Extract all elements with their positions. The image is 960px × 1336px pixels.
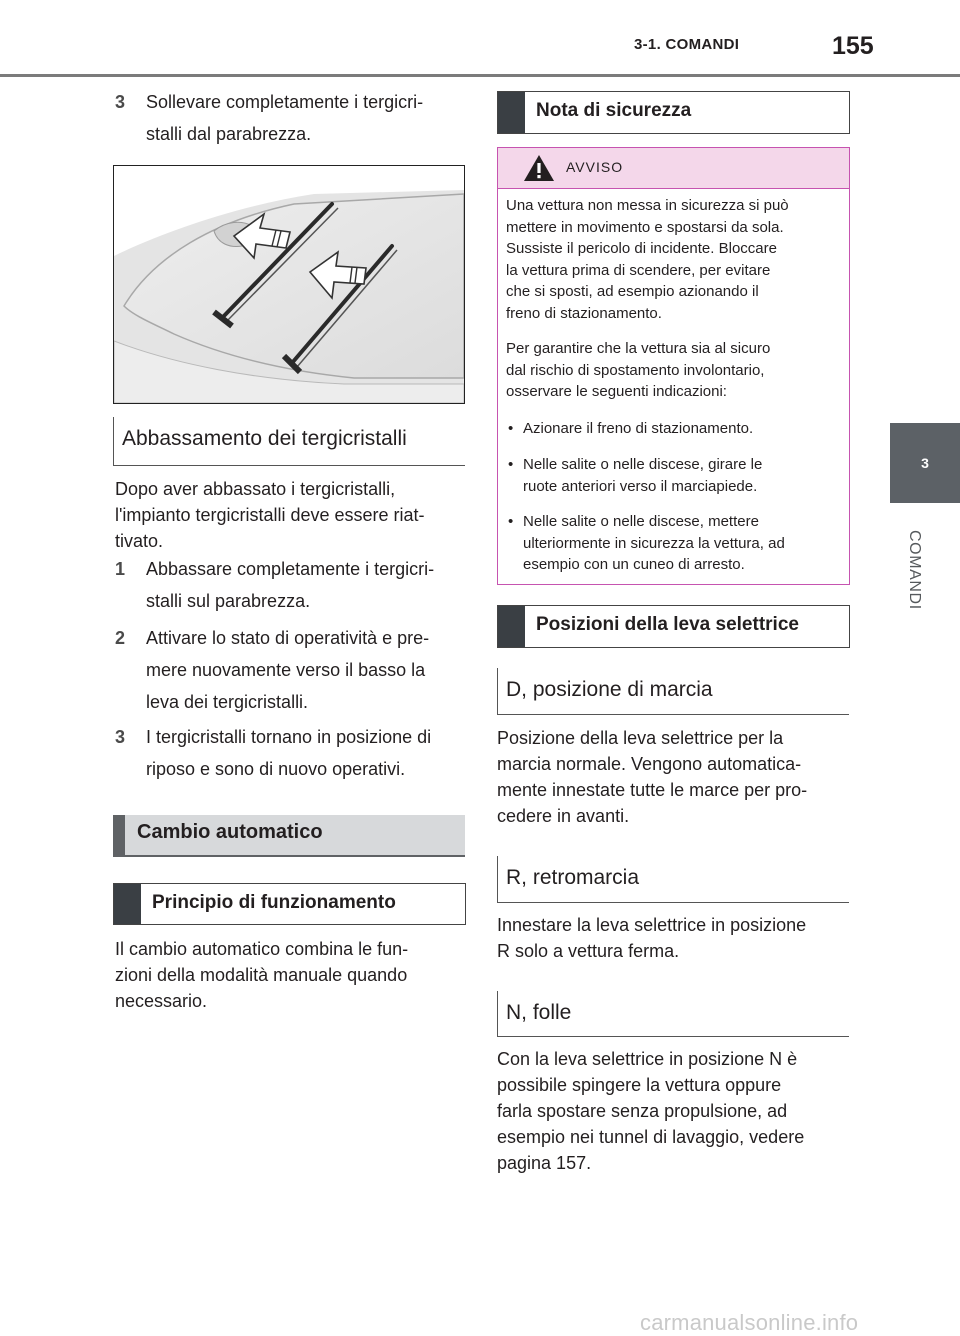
heading-lowering: Abbassamento dei tergicristalli: [113, 417, 465, 466]
warning-triangle-icon: [523, 153, 555, 183]
step-text: I tergicristalli tornano in posizione di riposo e sono di nuovo operativi.: [146, 727, 432, 779]
heading-n-position: N, folle: [497, 991, 849, 1037]
heading-selector-positions: Posizioni della leva selettrice: [497, 605, 850, 648]
step-number: 2: [115, 628, 126, 648]
step-number: 1: [115, 559, 126, 579]
warning-list-item: • Azionare il freno di stazionamento.: [508, 420, 754, 437]
windshield-wiper-illustration-icon: [114, 166, 464, 403]
page-number: 155: [832, 32, 874, 60]
warning-box: [497, 147, 850, 585]
warning-paragraph: Per garantire che la vettura sia al sicuro dal rischio di spostamento involontario, osservare le seguenti indicazioni:: [506, 340, 771, 400]
chapter-title: COMANDI: [906, 530, 923, 610]
warning-list-item: • Nelle salite o nelle discese, mettere ulteriormente in sicurezza la vettura, ad esempio con un cuneo di arresto.: [508, 513, 785, 573]
step-item: [115, 721, 465, 785]
step-item: [115, 86, 465, 150]
paragraph-d-position: Posizione della leva selettrice per la marcia normale. Vengono automatica- mente innestate tutte le marce per pro- cedere in avanti.: [497, 728, 808, 826]
header-divider: [0, 74, 960, 77]
step-text: Abbassare completamente i tergicri- stalli sul parabrezza.: [146, 559, 435, 611]
paragraph-lowering: Dopo aver abbassato i tergicristalli, l'impianto tergicristalli deve essere riat- tivato.: [115, 479, 425, 551]
heading-r-position: R, retromarcia: [497, 856, 849, 903]
step-text: Sollevare completamente i tergicri- stalli dal parabrezza.: [146, 92, 424, 144]
warning-label: AVVISO: [566, 159, 624, 175]
heading-working-principle: Principio di funzionamento: [113, 883, 466, 925]
warning-paragraph: Una vettura non messa in sicurezza si può mettere in movimento e spostarsi da sola. Sussiste il pericolo di incidente. Bloccare la vettura prima di scendere, per evitare che si sposti, ad esempio azionando il freno di stazionamento.: [506, 197, 789, 322]
step-item: [115, 553, 465, 617]
heading-safety-note: Nota di sicurezza: [497, 91, 850, 134]
step-text: Attivare lo stato di operatività e pre- mere nuovamente verso il basso la leva dei tergicristalli.: [146, 628, 430, 712]
watermark: carmanualsonline.info: [640, 1310, 859, 1335]
heading-d-position: D, posizione di marcia: [497, 668, 849, 715]
paragraph-r-position: Innestare la leva selettrice in posizione R solo a vettura ferma.: [497, 915, 807, 961]
step-number: 3: [115, 727, 126, 747]
paragraph-n-position: Con la leva selettrice in posizione N è possibile spingere la vettura oppure farla spostare senza propulsione, ad esempio nei tunnel di lavaggio, vedere pagina 157.: [497, 1049, 805, 1173]
chapter-number: 3: [921, 455, 929, 471]
step-number: 3: [115, 92, 126, 112]
chapter-tab[interactable]: [890, 423, 960, 503]
heading-automatic-transmission: Cambio automatico: [113, 815, 465, 857]
section-title: 3-1. COMANDI: [634, 36, 740, 53]
warning-list-item: • Nelle salite o nelle discese, girare le ruote anteriori verso il marciapiede.: [508, 456, 763, 495]
wiper-illustration: [113, 165, 465, 404]
warning-header: [498, 148, 849, 189]
paragraph-principle: Il cambio automatico combina le fun- zioni della modalità manuale quando necessario.: [115, 939, 409, 1011]
step-item: [115, 622, 465, 718]
